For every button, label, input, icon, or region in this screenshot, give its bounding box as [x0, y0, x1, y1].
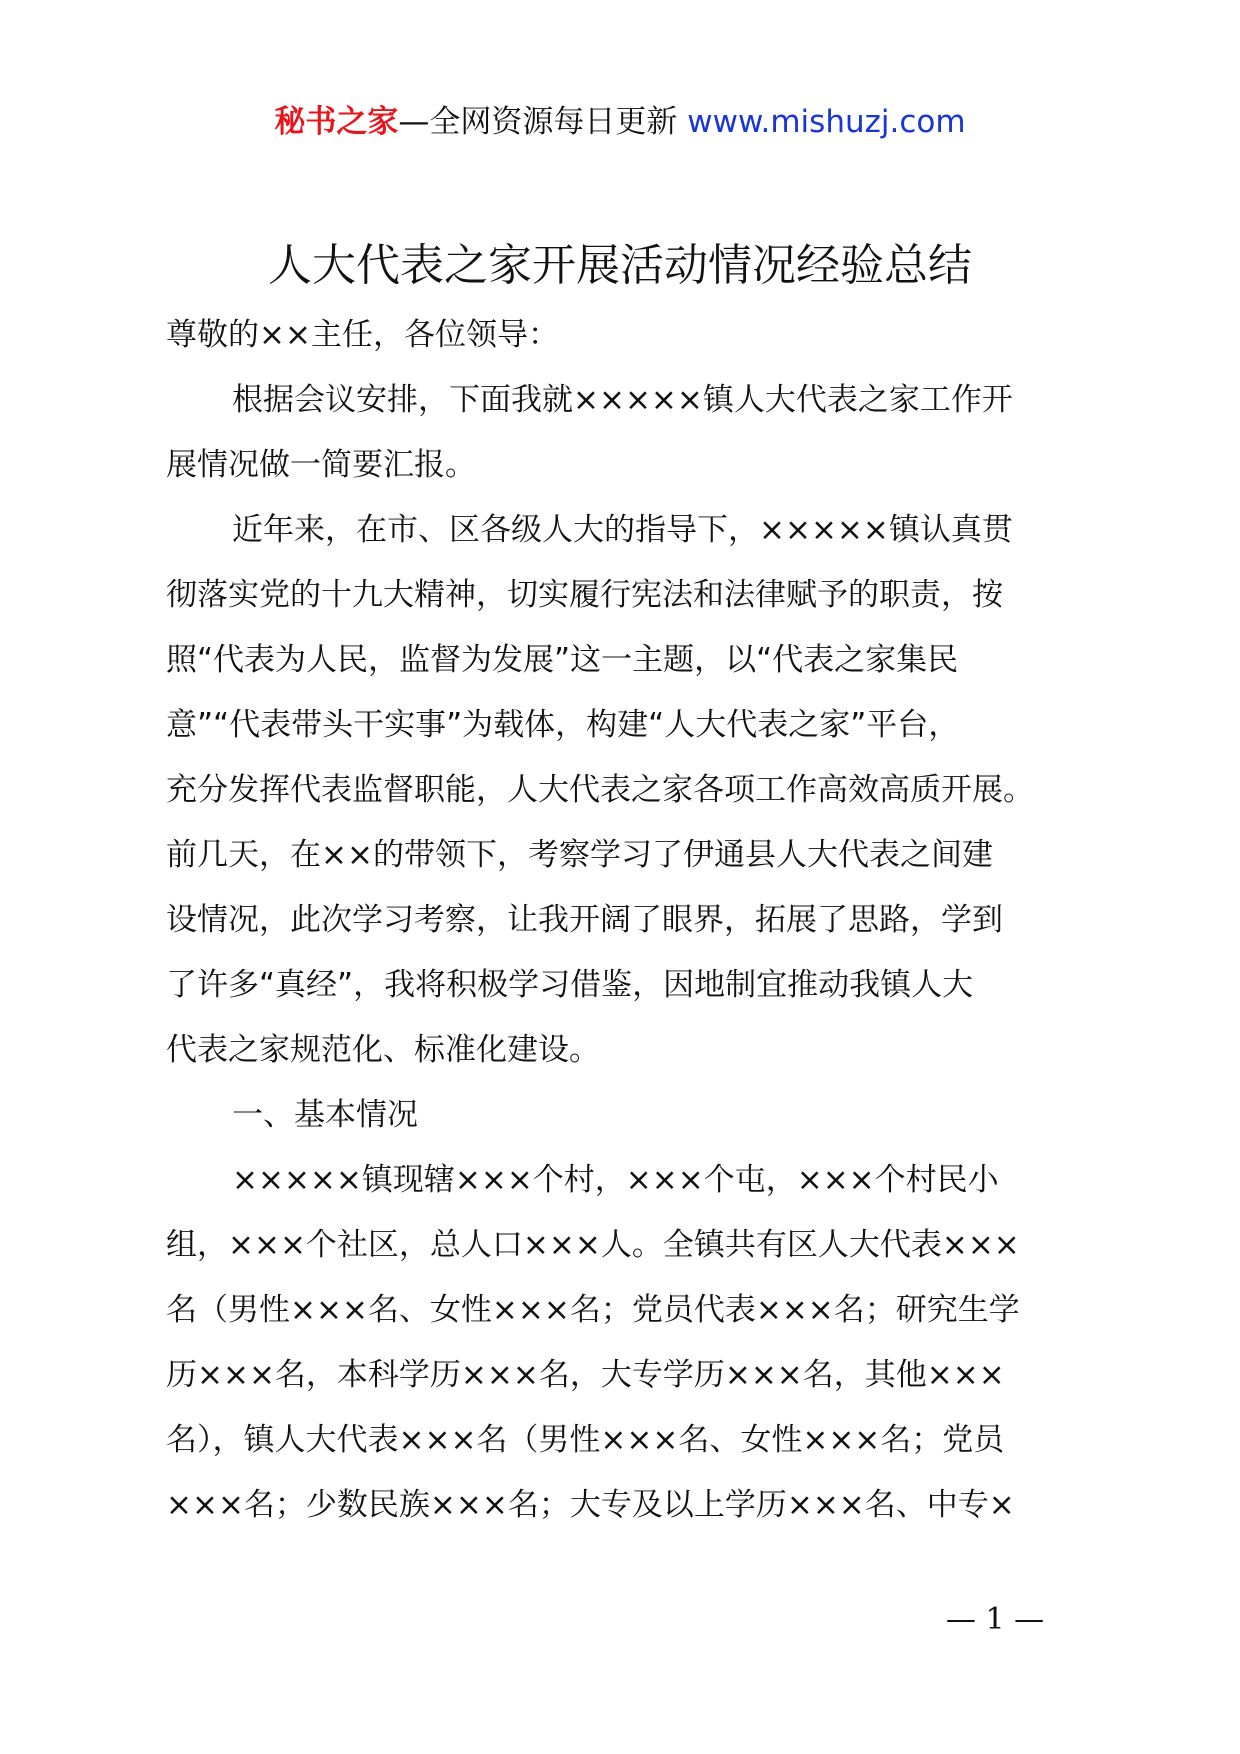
site-brand: 秘书之家: [274, 104, 399, 140]
section-heading: 一、基本情况: [232, 1097, 418, 1133]
site-url[interactable]: www.mishuzj.com: [687, 104, 966, 140]
paragraph-line: 名（男性×××名、女性×××名；党员代表×××名；研究生学: [166, 1292, 1020, 1328]
paragraph-line: 展情况做一简要汇报。: [166, 447, 476, 483]
paragraph-line: 代表之家规范化、标准化建设。: [166, 1032, 600, 1068]
paragraph-line: 了许多“真经”，我将积极学习借鉴，因地制宜推动我镇人大: [166, 967, 974, 1003]
paragraph-line: ×××名；少数民族×××名；大专及以上学历×××名、中专×: [166, 1487, 1015, 1523]
salutation-line: 尊敬的××主任，各位领导：: [166, 317, 559, 353]
paragraph-line: 设情况，此次学习考察，让我开阔了眼界，拓展了思路，学到: [166, 902, 1003, 938]
paragraph-line: 近年来，在市、区各级人大的指导下，×××××镇认真贯: [232, 512, 1013, 548]
paragraph-line: 名），镇人大代表×××名（男性×××名、女性×××名；党员: [166, 1422, 1005, 1458]
site-tagline: —全网资源每日更新: [398, 104, 688, 140]
paragraph-line: 彻落实党的十九大精神，切实履行宪法和法律赋予的职责，按: [166, 577, 1003, 613]
site-header: [0, 100, 1240, 144]
paragraph-line: 意”“代表带头干实事”为载体，构建“人大代表之家”平台，: [166, 707, 960, 743]
paragraph-line: 照“代表为人民，监督为发展”这一主题，以“代表之家集民: [166, 642, 959, 678]
document-body: [166, 303, 1106, 1538]
document-title: 人大代表之家开展活动情况经验总结: [268, 240, 972, 291]
paragraph-line: 充分发挥代表监督职能，人大代表之家各项工作高效高质开展。: [166, 772, 1034, 808]
paragraph-line: 组，×××个社区，总人口×××人。全镇共有区人大代表×××: [166, 1227, 1020, 1263]
paragraph-line: 前几天，在××的带领下，考察学习了伊通县人大代表之间建: [166, 837, 993, 873]
paragraph-line: 根据会议安排，下面我就×××××镇人大代表之家工作开: [232, 382, 1013, 418]
paragraph-line: ×××××镇现辖×××个村，×××个屯，×××个村民小: [232, 1162, 999, 1198]
paragraph-line: 历×××名，本科学历×××名，大专学历×××名，其他×××: [166, 1357, 1005, 1393]
page-number: — 1 —: [945, 1602, 1045, 1637]
